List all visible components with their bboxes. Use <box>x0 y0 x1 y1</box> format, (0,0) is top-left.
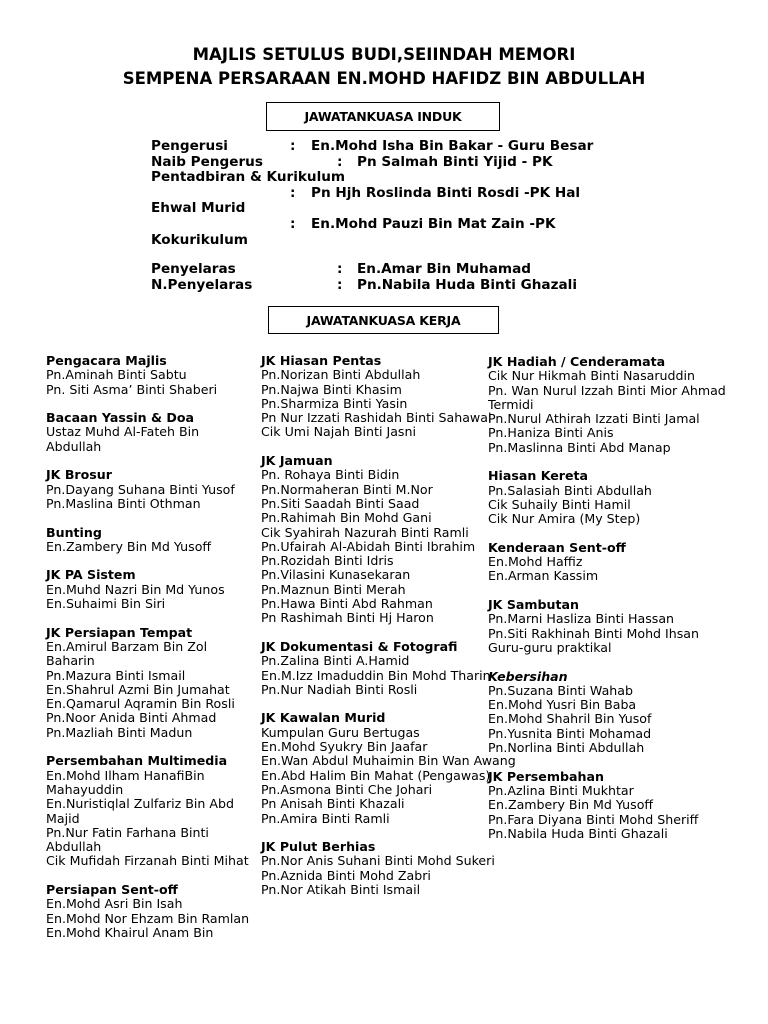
committee-member: Pn.Aznida Binti Mohd Zabri <box>261 867 431 883</box>
committee-section <box>488 469 738 526</box>
committee-member: Pn.Noor Anida Binti Ahmad <box>46 710 217 726</box>
committee-section <box>488 770 738 841</box>
npenyelaras-value: Pn.Nabila Huda Binti Ghazali <box>357 276 578 293</box>
committee-member: Pn.Siti Saadah Binti Saad <box>261 495 420 511</box>
pengerusi-colon: : <box>290 138 296 154</box>
title-line-1: MAJLIS SETULUS BUDI,SEIINDAH MEMORI <box>192 45 576 64</box>
committee-member: En.Mohd Haffiz <box>488 554 583 570</box>
committee-member: Pn.Azlina Binti Mukhtar <box>488 782 634 798</box>
naib-cont: Pentadbiran & Kurikulum <box>151 169 346 186</box>
hep-colon: : <box>290 184 296 201</box>
committee-member: Pn.Haniza Binti Anis <box>488 425 614 441</box>
committee-section <box>46 568 256 611</box>
committee-member: Pn.Najwa Binti Khasim <box>261 381 402 397</box>
committee-member: Pn.Dayang Suhana Binti Yusof <box>46 481 235 497</box>
committee-section <box>488 598 738 655</box>
npenyelaras-colon: : <box>337 276 343 293</box>
committee-member: En.M.Izz Imaduddin Bin Mohd Tharin <box>261 667 491 683</box>
committee-member: En.Muhd Nazri Bin Md Yunos <box>46 581 225 597</box>
committee-heading: JK Jamuan <box>261 453 333 469</box>
committee-section <box>261 640 491 697</box>
committee-member: Pn Rashimah Binti Hj Haron <box>261 610 434 626</box>
committee-heading: Bunting <box>46 524 102 540</box>
committee-member: Pn.Mazura Binti Ismail <box>46 667 186 683</box>
committee-member: En.Zambery Bin Md Yusoff <box>46 538 212 554</box>
committee-member: Pn.Maznun Binti Merah <box>261 581 406 597</box>
committee-member: Pn.Salasiah Binti Abdullah <box>488 482 652 498</box>
committee-member: Pn.Siti Rakhinah Binti Mohd Ihsan <box>488 625 700 641</box>
committee-member: Guru-guru praktikal <box>488 639 612 655</box>
committee-member: Pn.Rozidah Binti Idris <box>261 553 394 569</box>
committee-member: Pn.Nur Nadiah Binti Rosli <box>261 681 418 697</box>
committee-section <box>46 626 256 740</box>
committee-member: Pn.Amira Binti Ramli <box>261 810 390 826</box>
title-line-2: SEMPENA PERSARAAN EN.MOHD HAFIDZ BIN ABDULLAH <box>122 69 646 88</box>
committee-heading: Persembahan Multimedia <box>46 753 228 769</box>
committee-heading: JK Persembahan <box>488 768 604 784</box>
box-jawatankuasa-induk: JAWATANKUASA INDUK <box>266 102 500 131</box>
committee-member: Pn.Normaheran Binti M.Nor <box>261 481 433 497</box>
pengerusi-value: En.Mohd Isha Bin Bakar - Guru Besar <box>311 138 594 154</box>
committee-member: En.Mohd Ilham HanafiBin Mahayuddin <box>46 767 205 797</box>
naib-colon: : <box>337 153 343 170</box>
committee-member: Pn.Asmona Binti Che Johari <box>261 781 433 797</box>
committee-section <box>488 541 738 584</box>
committee-section <box>46 354 256 397</box>
committee-member: Ustaz Muhd Al-Fateh Bin Abdullah <box>46 424 200 454</box>
committee-member: En.Shahrul Azmi Bin Jumahat <box>46 681 230 697</box>
committee-member: En.Mohd Shahril Bin Yusof <box>488 711 652 727</box>
committee-heading: JK Kawalan Murid <box>261 710 386 726</box>
committee-heading: Kebersihan <box>488 668 568 684</box>
naib-value: Pn Salmah Binti Yijid - PK <box>357 153 553 170</box>
naib-label: Naib Pengerus <box>151 153 263 170</box>
committee-member: En.Arman Kassim <box>488 568 599 584</box>
committee-member: Pn.Maslinna Binti Abd Manap <box>488 439 671 455</box>
koko-colon: : <box>290 215 296 232</box>
committee-member: Pn.Aminah Binti Sabtu <box>46 367 187 383</box>
committee-member: Pn.Rahimah Bin Mohd Gani <box>261 510 432 526</box>
committee-member: Pn.Suzana Binti Wahab <box>488 682 633 698</box>
column-1 <box>46 354 256 954</box>
committee-member: Pn.Zalina Binti A.Hamid <box>261 653 410 669</box>
committee-member: En.Mohd Khairul Anam Bin <box>46 924 214 940</box>
committee-member: Pn.Nurul Athirah Izzati Binti Jamal <box>488 411 700 427</box>
committee-section <box>46 526 256 555</box>
committee-member: Pn.Fara Diyana Binti Mohd Sheriff <box>488 811 699 827</box>
committee-member: Cik Umi Najah Binti Jasni <box>261 424 416 440</box>
committee-heading: JK Sambutan <box>488 597 579 613</box>
penyelaras-label: Penyelaras <box>151 261 236 278</box>
committee-member: En.Mohd Nor Ehzam Bin Ramlan <box>46 910 250 926</box>
committee-heading: JK Hiasan Pentas <box>261 353 382 368</box>
committee-member: Pn. Rohaya Binti Bidin <box>261 467 400 483</box>
committee-member: En.Qamarul Aqramin Bin Rosli <box>46 696 235 712</box>
committee-member: Cik Nur Amira (My Step) <box>488 511 641 527</box>
committee-member: Cik Mufidah Firzanah Binti Mihat <box>46 853 249 869</box>
committee-member: En.Mohd Asri Bin Isah <box>46 896 183 912</box>
committee-member: Pn Anisah Binti Khazali <box>261 796 405 812</box>
penyelaras-value: En.Amar Bin Muhamad <box>357 261 531 278</box>
committee-section <box>46 754 256 868</box>
committee-member: Cik Nur Hikmah Binti Nasaruddin <box>488 368 696 384</box>
committee-heading: JK PA Sistem <box>46 567 136 583</box>
committee-member: Pn.Nor Atikah Binti Ismail <box>261 881 421 897</box>
committee-member: En.Abd Halim Bin Mahat (Pengawas) <box>261 767 491 783</box>
committee-heading: JK Dokumentasi & Fotografi <box>261 638 458 654</box>
committee-member: Pn.Maslina Binti Othman <box>46 495 201 511</box>
committee-member: Cik Syahirah Nazurah Binti Ramli <box>261 524 469 540</box>
koko-cont: Kokurikulum <box>151 231 248 248</box>
committee-member: Cik Suhaily Binti Hamil <box>488 496 631 512</box>
committee-member: Pn.Yusnita Binti Mohamad <box>488 725 652 741</box>
committee-member: Pn.Norlina Binti Abdullah <box>488 740 645 756</box>
committee-section <box>46 468 256 511</box>
committee-heading: JK Pulut Berhias <box>261 839 376 855</box>
committee-section <box>261 710 516 826</box>
committee-member: Pn.Mazliah Binti Madun <box>46 724 193 740</box>
npenyelaras-label: N.Penyelaras <box>151 276 253 293</box>
committee-member: Pn.Nor Anis Suhani Binti Mohd Sukeri <box>261 853 495 869</box>
pengerusi-label: Pengerusi <box>151 138 228 154</box>
box-jawatankuasa-kerja: JAWATANKUASA KERJA <box>268 306 499 334</box>
committee-heading: JK Brosur <box>46 467 112 483</box>
committee-section <box>261 454 491 626</box>
committee-heading: Pengacara Majlis <box>46 353 167 368</box>
committee-member: Kumpulan Guru Bertugas <box>261 724 420 740</box>
column-3 <box>488 355 738 855</box>
committee-member: En.Amirul Barzam Bin Zol Baharin <box>46 638 208 669</box>
committee-member: Pn.Hawa Binti Abd Rahman <box>261 596 433 612</box>
committee-member: Pn.Marni Hasliza Binti Hassan <box>488 611 675 627</box>
committee-member: Pn.Vilasini Kunasekaran <box>261 567 411 583</box>
committee-member: En.Mohd Yusri Bin Baba <box>488 697 637 713</box>
committee-member: En.Nuristiqlal Zulfariz Bin Abd Majid <box>46 796 235 826</box>
committee-section <box>46 883 256 940</box>
hep-cont: Ehwal Murid <box>151 200 246 217</box>
committee-section <box>261 839 495 897</box>
committee-member: Pn.Nabila Huda Binti Ghazali <box>488 825 668 841</box>
committee-member: En.Zambery Bin Md Yusoff <box>488 797 654 813</box>
committee-member: En.Wan Abdul Muhaimin Bin Wan Awang <box>261 753 516 769</box>
committee-member: Pn. Siti Asma’ Binti Shaberi <box>46 381 218 397</box>
committee-member: Pn Nur Izzati Rashidah Binti Sahawal <box>261 410 492 426</box>
committee-member: En.Suhaimi Bin Siri <box>46 596 166 612</box>
committee-member: Pn.Sharmiza Binti Yasin <box>261 395 408 411</box>
column-2 <box>261 353 516 912</box>
committee-member: Pn.Nur Fatin Farhana Binti Abdullah <box>46 824 209 855</box>
committee-member: En.Mohd Syukry Bin Jaafar <box>261 739 428 755</box>
committee-heading: JK Persiapan Tempat <box>46 624 193 640</box>
committee-heading: Hiasan Kereta <box>488 468 589 484</box>
committee-heading: Kenderaan Sent-off <box>488 539 626 555</box>
koko-value: En.Mohd Pauzi Bin Mat Zain -PK <box>311 215 556 232</box>
committee-member: Pn.Ufairah Al-Abidah Binti Ibrahim <box>261 538 476 554</box>
committee-section <box>46 411 256 454</box>
committee-heading: Bacaan Yassin & Doa <box>46 410 195 426</box>
committee-heading: Persiapan Sent-off <box>46 881 178 897</box>
hep-value: Pn Hjh Roslinda Binti Rosdi -PK Hal <box>311 184 581 201</box>
penyelaras-colon: : <box>337 261 343 278</box>
committee-member: Pn.Norizan Binti Abdullah <box>261 367 421 383</box>
committee-heading: JK Hadiah / Cenderamata <box>488 354 666 369</box>
committee-section <box>261 354 491 440</box>
committee-section <box>488 670 738 756</box>
committee-member: Pn. Wan Nurul Izzah Binti Mior Ahmad Termidi <box>488 382 726 412</box>
committee-section <box>488 355 738 455</box>
